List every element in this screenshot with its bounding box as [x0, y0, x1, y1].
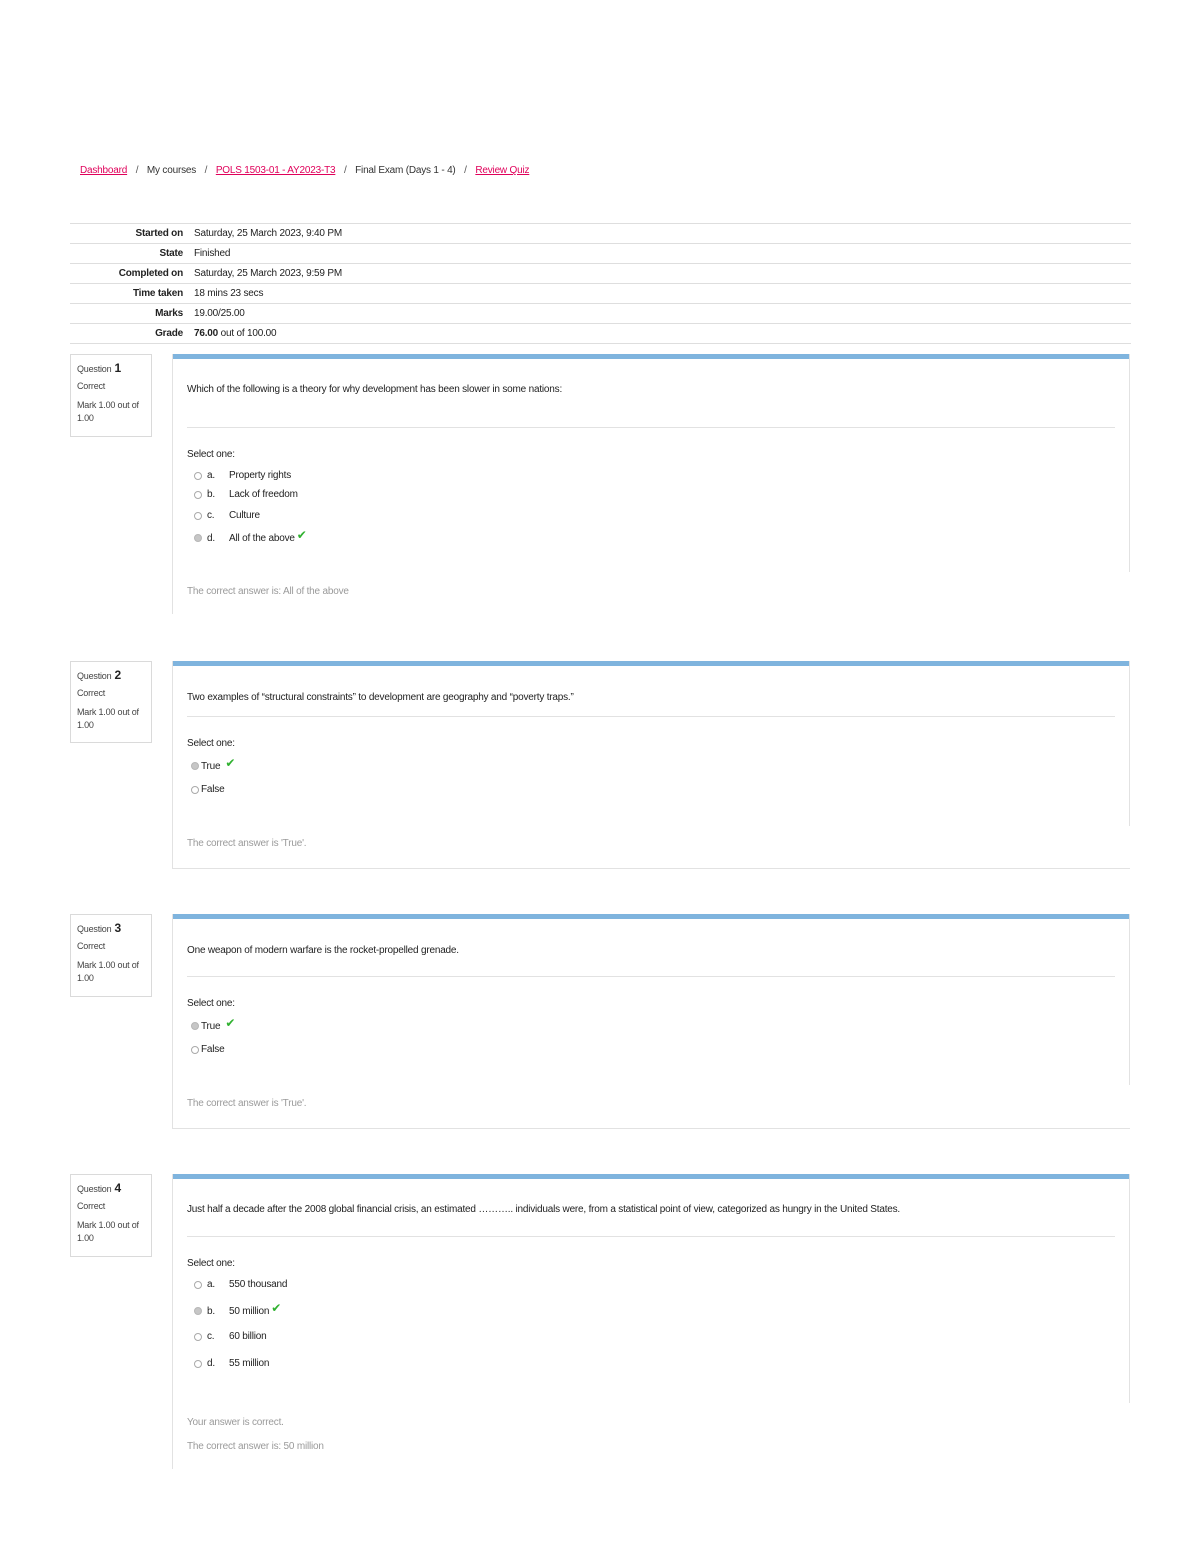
option-text: False: [201, 784, 225, 795]
question-text: Which of the following is a theory for why development has been slower in some nations:: [187, 384, 563, 395]
question-text: Just half a decade after the 2008 global financial crisis, an estimated ……….. individuals were, from a statistical point of view, categorized as hungry in the United States.: [187, 1204, 901, 1215]
breadcrumb-my-courses: My courses: [146, 165, 197, 176]
question-text: Two examples of “structural constraints” to development are geography and “poverty traps.”: [187, 692, 574, 703]
question-content-4: [172, 1174, 1130, 1403]
option-text: Lack of freedom: [229, 489, 298, 500]
check-icon: ✔: [271, 1301, 282, 1315]
option-letter: a.: [207, 1279, 215, 1290]
radio-button-selected[interactable]: [191, 762, 199, 770]
answer-option-a[interactable]: [194, 470, 291, 481]
question-number: [77, 1181, 151, 1195]
radio-button[interactable]: [194, 491, 202, 499]
summary-value: [194, 324, 1131, 344]
question-top-bar: [173, 661, 1129, 666]
option-letter: b.: [207, 489, 215, 500]
question-info-3: [70, 914, 152, 997]
summary-value: 19.00/25.00: [194, 304, 1131, 324]
question-state: Correct: [77, 1201, 106, 1211]
answer-option-a[interactable]: [194, 1279, 287, 1290]
question-label: Question: [77, 1184, 112, 1194]
select-one-prompt: Select one:: [187, 738, 235, 749]
question-text: One weapon of modern warfare is the rocket-propelled grenade.: [187, 945, 459, 956]
radio-button[interactable]: [194, 1281, 202, 1289]
answer-option-b[interactable]: [194, 1301, 282, 1318]
option-text: 60 billion: [229, 1331, 267, 1342]
question-mark: Mark 1.00 out of 1.00: [77, 960, 139, 983]
question-feedback-1: [172, 572, 1130, 614]
option-text: Property rights: [229, 470, 292, 481]
summary-row: [70, 264, 1131, 284]
option-text: True: [201, 760, 221, 772]
option-letter: d.: [207, 1358, 215, 1369]
breadcrumb-review-link[interactable]: Review Quiz: [475, 165, 530, 176]
question-number: [77, 361, 151, 375]
answer-option-b[interactable]: [194, 489, 298, 500]
question-feedback-4: [172, 1403, 1130, 1469]
summary-label: Marks: [70, 304, 194, 324]
question-label: Question: [77, 364, 112, 374]
question-divider: [187, 1236, 1115, 1237]
radio-button-selected[interactable]: [194, 534, 202, 542]
option-text: True: [201, 1020, 221, 1032]
breadcrumb-separator: /: [135, 165, 139, 176]
option-letter: c.: [207, 1331, 215, 1342]
breadcrumb-separator: /: [343, 165, 347, 176]
summary-value: 18 mins 23 secs: [194, 284, 1131, 304]
correct-answer-text: The correct answer is 'True'.: [187, 838, 307, 849]
option-text: 50 million: [229, 1305, 270, 1317]
question-label: Question: [77, 671, 112, 681]
question-feedback-2: [172, 826, 1130, 869]
option-text: Culture: [229, 510, 260, 521]
radio-button[interactable]: [194, 1333, 202, 1341]
summary-label: State: [70, 244, 194, 264]
answer-option-d[interactable]: [194, 1358, 269, 1369]
grade-score: 76.00: [194, 328, 219, 339]
question-feedback-3: [172, 1085, 1130, 1129]
select-one-prompt: Select one:: [187, 449, 235, 460]
question-divider: [187, 716, 1115, 717]
correct-answer-text: The correct answer is: 50 million: [187, 1441, 324, 1452]
question-number-value: 2: [114, 668, 121, 682]
option-text: 550 thousand: [229, 1279, 288, 1290]
question-number: [77, 921, 151, 935]
question-state: Correct: [77, 381, 106, 391]
correct-answer-text: The correct answer is: All of the above: [187, 586, 349, 597]
question-mark: Mark 1.00 out of 1.00: [77, 707, 139, 730]
question-top-bar: [173, 1174, 1129, 1179]
radio-button[interactable]: [194, 1360, 202, 1368]
check-icon: ✔: [225, 756, 236, 770]
breadcrumb-dashboard-link[interactable]: Dashboard: [80, 165, 128, 176]
summary-value: Saturday, 25 March 2023, 9:59 PM: [194, 264, 1131, 284]
option-text: 55 million: [229, 1358, 270, 1369]
radio-button-selected[interactable]: [191, 1022, 199, 1030]
option-letter: c.: [207, 510, 215, 521]
summary-value: Finished: [194, 244, 1131, 264]
question-info-2: [70, 661, 152, 743]
radio-button[interactable]: [191, 1046, 199, 1054]
summary-label: Grade: [70, 324, 194, 344]
question-info-4: [70, 1174, 152, 1257]
question-number-value: 1: [114, 361, 121, 375]
summary-row: [70, 244, 1131, 264]
radio-button[interactable]: [194, 512, 202, 520]
summary-row: [70, 284, 1131, 304]
option-text: All of the above: [229, 532, 295, 544]
answer-correct-text: Your answer is correct.: [187, 1417, 284, 1428]
question-number-value: 3: [114, 921, 121, 935]
check-icon: ✔: [225, 1016, 236, 1030]
question-number: [77, 668, 151, 682]
grade-total: out of 100.00: [218, 328, 277, 339]
summary-value: Saturday, 25 March 2023, 9:40 PM: [194, 224, 1131, 244]
summary-label: Started on: [70, 224, 194, 244]
answer-option-c[interactable]: [194, 510, 260, 521]
check-icon: ✔: [296, 528, 307, 542]
question-divider: [187, 427, 1115, 428]
select-one-prompt: Select one:: [187, 1258, 235, 1269]
answer-option-true[interactable]: [191, 756, 236, 773]
answer-option-c[interactable]: [194, 1331, 266, 1342]
breadcrumb: [80, 165, 529, 176]
question-content-3: [172, 914, 1130, 1085]
question-state: Correct: [77, 941, 106, 951]
option-letter: a.: [207, 470, 215, 481]
summary-row: [70, 224, 1131, 244]
breadcrumb-exam: Final Exam (Days 1 - 4): [355, 165, 456, 176]
breadcrumb-separator: /: [204, 165, 208, 176]
breadcrumb-course-link[interactable]: POLS 1503-01 - AY2023-T3: [215, 165, 336, 176]
question-number-value: 4: [114, 1181, 121, 1195]
question-top-bar: [173, 354, 1129, 359]
answer-option-false[interactable]: [191, 784, 224, 795]
answer-option-false[interactable]: [191, 1044, 224, 1055]
answer-option-d[interactable]: [194, 528, 307, 545]
question-top-bar: [173, 914, 1129, 919]
radio-button[interactable]: [191, 786, 199, 794]
question-divider: [187, 976, 1115, 977]
question-mark: Mark 1.00 out of 1.00: [77, 1220, 139, 1243]
question-info-1: [70, 354, 152, 437]
option-text: False: [201, 1044, 225, 1055]
summary-row: [70, 324, 1131, 344]
question-mark: Mark 1.00 out of 1.00: [77, 400, 139, 423]
answer-option-true[interactable]: [191, 1016, 236, 1033]
question-content-1: [172, 354, 1130, 572]
question-content-2: [172, 661, 1130, 826]
correct-answer-text: The correct answer is 'True'.: [187, 1098, 307, 1109]
summary-label: Time taken: [70, 284, 194, 304]
option-letter: b.: [207, 1305, 215, 1317]
question-state: Correct: [77, 688, 106, 698]
option-letter: d.: [207, 532, 215, 544]
breadcrumb-separator: /: [464, 165, 467, 176]
radio-button[interactable]: [194, 472, 202, 480]
quiz-summary-table: [70, 223, 1131, 344]
select-one-prompt: Select one:: [187, 998, 235, 1009]
summary-label: Completed on: [70, 264, 194, 284]
radio-button-selected[interactable]: [194, 1307, 202, 1315]
question-label: Question: [77, 924, 112, 934]
summary-row: [70, 304, 1131, 324]
